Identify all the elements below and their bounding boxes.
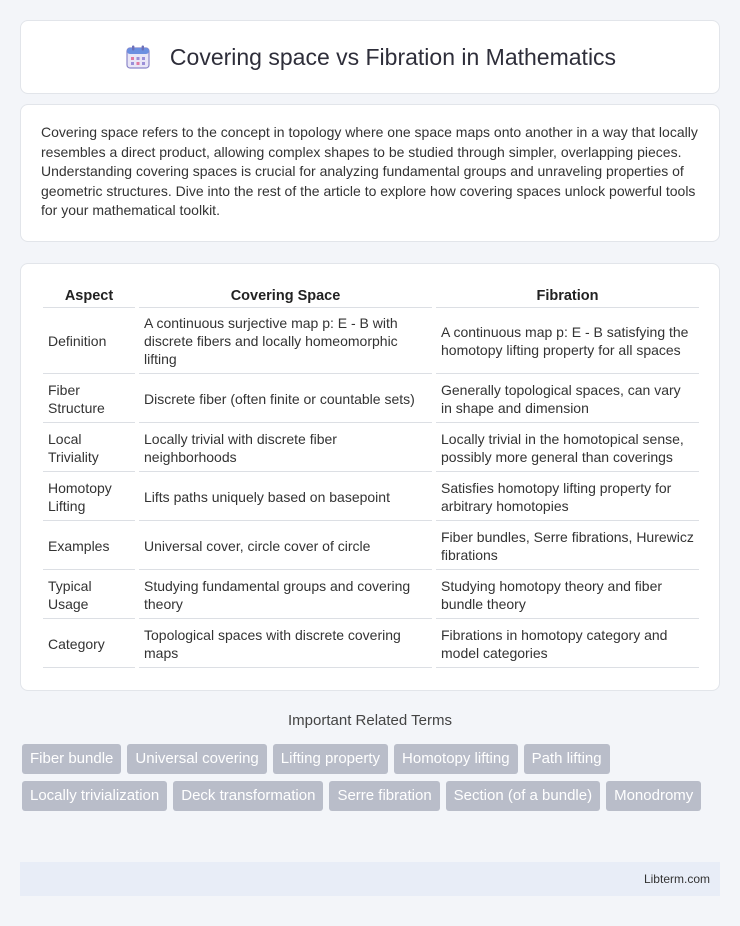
table-row	[43, 374, 699, 423]
title-wrap	[124, 43, 616, 71]
tag-serre-fibration[interactable]: Serre fibration	[329, 781, 439, 811]
row-aspect: Typical Usage	[43, 570, 135, 619]
page-title: Covering space vs Fibration in Mathematics	[169, 43, 617, 70]
tag-path-lifting[interactable]: Path lifting	[524, 744, 610, 774]
intro-card	[20, 104, 720, 242]
table-row	[43, 619, 699, 668]
tag-deck-transformation[interactable]: Deck transformation	[173, 781, 323, 811]
footer	[20, 862, 720, 896]
tag-universal-covering[interactable]: Universal covering	[127, 744, 266, 774]
row-covering-space: Topological spaces with discrete covering maps	[139, 619, 432, 668]
column-header-fibration: Fibration	[436, 286, 699, 308]
row-covering-space: Locally trivial with discrete fiber neighborhoods	[139, 423, 432, 472]
tag-locally-trivialization[interactable]: Locally trivialization	[22, 781, 167, 811]
tag-fiber-bundle[interactable]: Fiber bundle	[22, 744, 121, 774]
table-row	[43, 521, 699, 570]
row-aspect: Fiber Structure	[43, 374, 135, 423]
row-covering-space: Lifts paths uniquely based on basepoint	[139, 472, 432, 521]
table-row	[43, 472, 699, 521]
footer-site-link[interactable]: Libterm.com	[643, 872, 710, 886]
row-fibration: Fibrations in homotopy category and model categories	[436, 619, 699, 668]
tag-monodromy[interactable]: Monodromy	[606, 781, 701, 811]
table-header-row	[43, 286, 699, 308]
row-fibration: Fiber bundles, Serre fibrations, Hurewicz fibrations	[436, 521, 699, 570]
row-covering-space: Studying fundamental groups and covering theory	[139, 570, 432, 619]
related-terms-list	[22, 744, 722, 811]
comparison-table-card	[20, 263, 720, 691]
row-fibration: A continuous map p: E - B satisfying the homotopy lifting property for all spaces	[436, 308, 699, 374]
table-row	[43, 423, 699, 472]
comparison-table	[43, 286, 699, 668]
row-covering-space: A continuous surjective map p: E - B with discrete fibers and locally homeomorphic lifting	[139, 308, 432, 374]
row-fibration: Generally topological spaces, can vary in shape and dimension	[436, 374, 699, 423]
calendar-icon	[124, 43, 152, 71]
column-header-covering-space: Covering Space	[139, 286, 432, 308]
row-aspect: Homotopy Lifting	[43, 472, 135, 521]
row-covering-space: Discrete fiber (often finite or countable sets)	[139, 374, 432, 423]
tag-homotopy-lifting[interactable]: Homotopy lifting	[394, 744, 518, 774]
row-aspect: Local Triviality	[43, 423, 135, 472]
row-fibration: Satisfies homotopy lifting property for arbitrary homotopies	[436, 472, 699, 521]
header-card	[20, 20, 720, 94]
row-fibration: Studying homotopy theory and fiber bundle theory	[436, 570, 699, 619]
row-covering-space: Universal cover, circle cover of circle	[139, 521, 432, 570]
tag-lifting-property[interactable]: Lifting property	[273, 744, 388, 774]
row-fibration: Locally trivial in the homotopical sense, possibly more general than coverings	[436, 423, 699, 472]
table-row	[43, 308, 699, 374]
row-aspect: Category	[43, 619, 135, 668]
related-terms-title: Important Related Terms	[288, 712, 452, 729]
row-aspect: Examples	[43, 521, 135, 570]
table-row	[43, 570, 699, 619]
column-header-aspect: Aspect	[43, 286, 135, 308]
tag-section-of-a-bundle[interactable]: Section (of a bundle)	[446, 781, 600, 811]
intro-text: Covering space refers to the concept in topology where one space maps onto another in a way that locally resembles a direct product, allowing complex shapes to be studied through simpler, overlapping pieces. Understanding covering spaces is crucial for analyzing fundamental groups and unraveling properties of geometric structures. Dive into the rest of the article to explore how covering spaces unlock powerful tools for your mathematical toolkit.	[41, 124, 698, 218]
row-aspect: Definition	[43, 308, 135, 374]
